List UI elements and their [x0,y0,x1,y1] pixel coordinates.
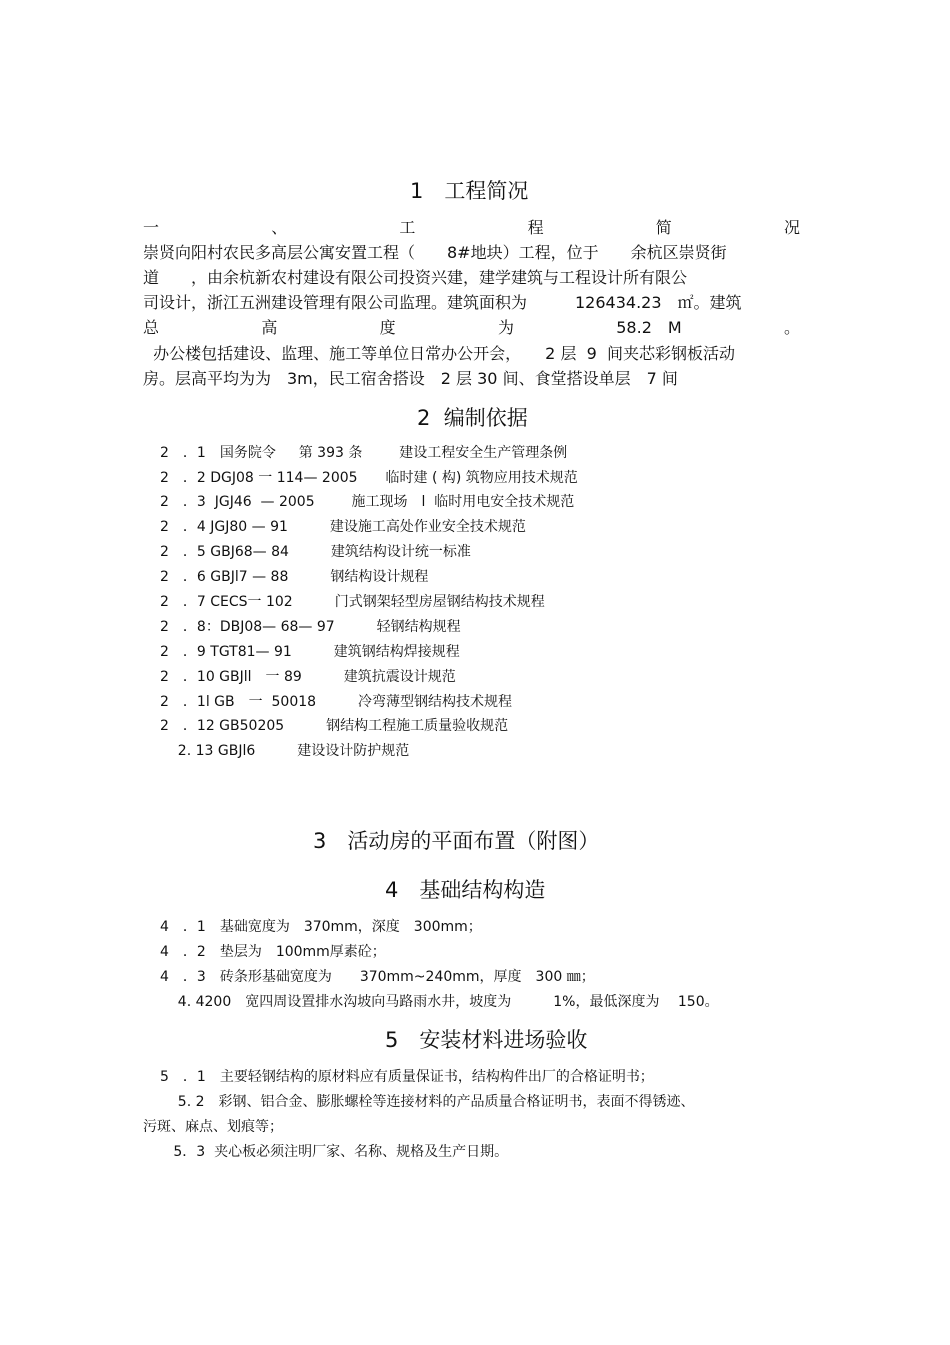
list-item: 2 ．4 JGJ80 — 91 建设施工高处作业安全技术规范 [160,519,526,535]
spread-char: 一 [143,218,160,237]
list-item: 5．3 夹心板必须注明厂家、名称、规格及生产日期。 [160,1144,509,1160]
list-item: 2 ．5 GBJ68— 84 建筑结构设计统一标准 [160,544,471,560]
spread-char: 。 [783,318,800,337]
spread-char: 高 [261,318,278,337]
list-item: 2 ．3 JGJ46 — 2005 施工现场 l 临时用电安全技术规范 [160,494,575,510]
body-line: 司设计，浙江五洲建设管理有限公司监理。建筑面积为 126434.23 ㎡。建筑 [143,293,742,312]
list-item: 2 ．10 GBJll 一 89 建筑抗震设计规范 [160,669,456,685]
list-item: 2 ．6 GBJl7 — 88 钢结构设计规程 [160,569,429,585]
spread-char: 为 [497,318,514,337]
spread-char: 况 [783,218,800,237]
body-line: 办公楼包括建设、监理、施工等单位日常办公开会， 2 层 9 间夹芯彩钢板活动 [143,344,735,363]
spread-char: 、 [271,218,288,237]
list-item: 2 ．7 CECS一 102 门式钢架轻型房屋钢结构技术规程 [160,594,545,610]
spread-char: 简 [655,218,672,237]
section3-heading: 3 活动房的平面布置（附图） [313,829,600,853]
section1-heading: 1 工程简况 [410,179,529,203]
section2-heading: 2 编制依据 [417,406,528,430]
list-item: 2 ．12 GB50205 钢结构工程施工质量验收规范 [160,718,509,734]
spread-char: 程 [527,218,544,237]
section4-heading: 4 基础结构构造 [385,878,546,902]
spread-char: 总 [143,318,160,337]
spread-char: 工 [399,218,416,237]
list-item: 2 ．2 DGJ08 一 114— 2005 临时建 ( 构) 筑物应用技术规范 [160,470,578,486]
list-item: 2. 13 GBJl6 建设设计防护规范 [160,743,410,759]
list-item: 2 ．9 TGT81— 91 建筑钢结构焊接规程 [160,644,460,660]
section1-title-spread [143,218,800,238]
section1-height-spread [143,318,800,338]
section5-heading: 5 安装材料进场验收 [385,1028,588,1052]
body-line: 房。层高平均为为 3m，民工宿舍搭设 2 层 30 间、食堂搭设单层 7 间 [143,369,678,388]
list-item: 2 ．1 国务院令 第 393 条 建设工程安全生产管理条例 [160,445,568,461]
list-item: 4 ．2 垫层为 100mm厚素砼； [160,944,386,960]
list-item: 5. 2 彩钢、铝合金、膨胀螺栓等连接材料的产品质量合格证明书，表面不得锈迹、 [160,1094,695,1110]
body-line: 道 ，由余杭新农村建设有限公司投资兴建，建学建筑与工程设计所有限公 [143,268,688,287]
list-item: 4 ．1 基础宽度为 370mm，深度 300mm； [160,919,482,935]
list-item: 4 ．3 砖条形基础宽度为 370mm~240mm，厚度 300 ㎜； [160,969,595,985]
list-item: 4. 4200 宽四周设置排水沟坡向马路雨水井，坡度为 1%，最低深度为 150。 [160,994,719,1010]
list-item: 2 ．8：DBJ08— 68— 97 轻钢结构规程 [160,619,461,635]
spread-char: 58.2 M [616,318,682,337]
body-line: 崇贤向阳村农民多高层公寓安置工程（ 8#地块）工程，位于 余杭区崇贤街 [143,243,727,262]
list-item: 2 ．1l GB 一 50018 冷弯薄型钢结构技术规程 [160,694,513,710]
list-item: 污斑、麻点、划痕等； [143,1119,283,1135]
list-item: 5 ．1 主要轻钢结构的原材料应有质量保证书，结构构件出厂的合格证明书； [160,1069,654,1085]
spread-char: 度 [379,318,396,337]
